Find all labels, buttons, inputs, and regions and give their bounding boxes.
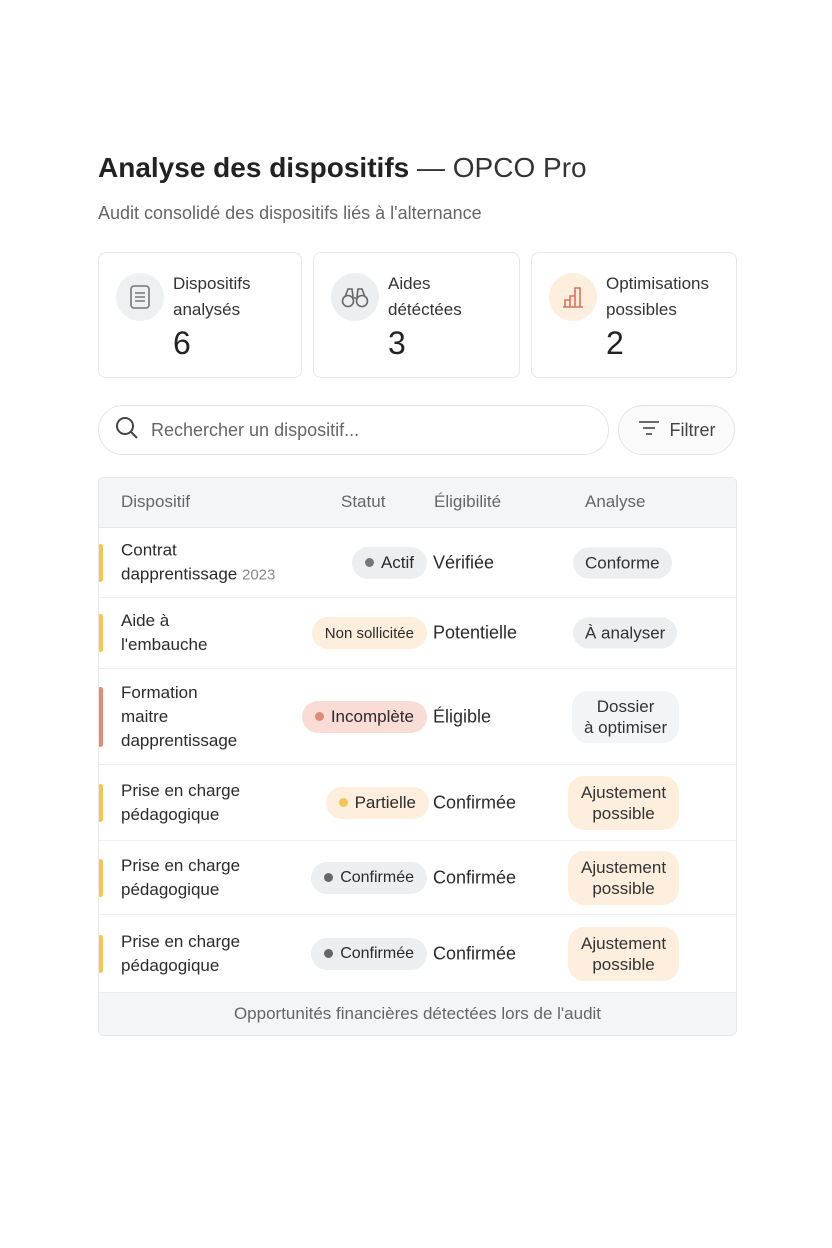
bar-chart-icon: [549, 273, 597, 321]
dispositif-name: Contrat dapprentissage 2023: [121, 540, 276, 583]
status-badge: Incomplète: [302, 701, 427, 733]
binoculars-icon: [331, 273, 379, 321]
status-indicator-bar: [98, 784, 103, 822]
table-row[interactable]: [99, 598, 736, 669]
stat-value: 2: [606, 325, 624, 361]
table-row[interactable]: [99, 669, 736, 765]
column-header-dispositif[interactable]: Dispositif: [121, 492, 190, 511]
column-header-analyse[interactable]: Analyse: [585, 492, 646, 511]
stat-card-dispositifs: Dispositifs analysés 6: [98, 252, 302, 378]
status-dot-icon: [365, 558, 374, 567]
stat-card-aides: Aides détéctées 3: [313, 252, 520, 378]
eligibility-value: Vérifiée: [433, 552, 495, 572]
dispositif-name: Prise en charge pédagogique: [121, 931, 241, 975]
status-dot-icon: [315, 712, 324, 721]
status-badge: Confirmée: [311, 862, 427, 894]
table-row[interactable]: [99, 841, 736, 915]
dispositifs-table: [98, 477, 737, 1036]
dispositif-name: Prise en charge pédagogique: [121, 780, 241, 824]
status-badge: Partielle: [326, 787, 429, 819]
dispositif-name: Aide à l'embauche: [121, 611, 208, 654]
page-title: Analyse des dispositifs — OPCO Pro: [98, 152, 587, 183]
column-header-statut[interactable]: Statut: [341, 492, 386, 511]
status-indicator-bar: [98, 859, 103, 897]
eligibility-value: Confirmée: [433, 792, 517, 812]
status-dot-icon: [324, 873, 333, 882]
status-badge: Actif: [352, 547, 427, 579]
table-row[interactable]: [99, 915, 736, 993]
analysis-badge: Dossier à optimiser: [572, 691, 679, 743]
dispositif-name: Prise en charge pédagogique: [121, 855, 241, 899]
analysis-badge: Ajustement possible: [568, 851, 679, 905]
search-box[interactable]: [98, 405, 609, 455]
status-indicator-bar: [98, 687, 103, 747]
table-header: [99, 478, 736, 528]
table-row[interactable]: [99, 528, 736, 598]
filter-button[interactable]: Filtrer: [618, 405, 735, 455]
filter-icon: [638, 420, 660, 441]
analysis-badge: Conforme: [573, 547, 672, 578]
status-dot-icon: [324, 949, 333, 958]
eligibility-value: Confirmée: [433, 867, 517, 887]
dispositif-name: Formation maitre dapprentissage: [121, 682, 238, 750]
status-indicator-bar: [98, 935, 103, 973]
analysis-badge: Ajustement possible: [568, 927, 679, 981]
analysis-badge: Ajustement possible: [568, 776, 679, 830]
stat-value: 3: [388, 325, 406, 361]
eligibility-value: Éligible: [433, 706, 492, 726]
table-footer: Opportunités financières détectées lors de l'audit: [99, 993, 736, 1035]
stat-value: 6: [173, 325, 191, 361]
search-icon: [115, 416, 139, 445]
status-dot-icon: [339, 798, 348, 807]
page-subtitle: Audit consolidé des dispositifs liés à l'alternance: [98, 203, 482, 223]
column-header-eligibilite[interactable]: Éligibilité: [434, 492, 502, 511]
eligibility-value: Confirmée: [433, 943, 517, 963]
status-badge: Confirmée: [311, 938, 427, 970]
status-badge: Non sollicitée: [312, 617, 427, 649]
analysis-badge: À analyser: [573, 618, 677, 649]
eligibility-value: Potentielle: [433, 622, 518, 643]
document-icon: [116, 273, 164, 321]
search-input[interactable]: [151, 420, 571, 441]
status-indicator-bar: [98, 544, 103, 582]
status-indicator-bar: [98, 614, 103, 652]
table-row[interactable]: [99, 765, 736, 841]
stat-card-optimisations: Optimisations possibles 2: [531, 252, 737, 378]
